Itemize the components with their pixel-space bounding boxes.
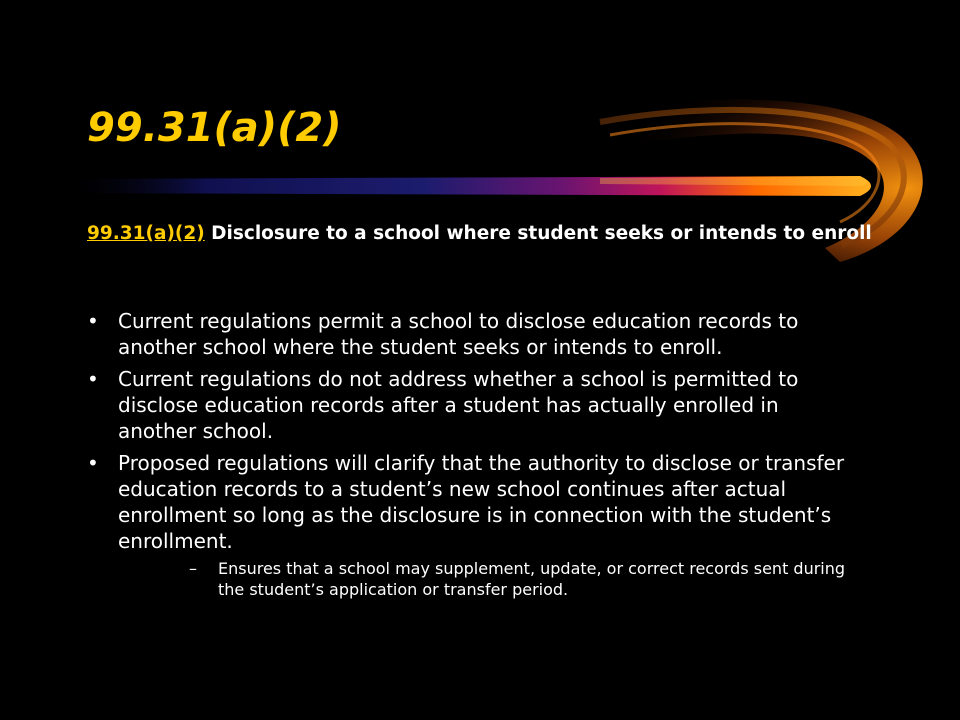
slide-title: 99.31(a)(2) — [87, 105, 342, 151]
section-subheading — [87, 222, 878, 246]
sub-bullet-text: Ensures that a school may supplement, update, or correct records sent during the student’s application or transfer period. — [218, 559, 846, 599]
bullet-text: Proposed regulations will clarify that the authority to disclose or transfer education records to a student’s new school continues after actual enrollment so long as the disclosure is in connection with the student’s enrollment. — [118, 451, 845, 553]
sub-bullet-marker: – — [189, 559, 197, 578]
bullet-marker: • — [87, 367, 99, 391]
regulation-reference-link[interactable]: 99.31(a)(2) — [87, 223, 205, 244]
bullet-text: Current regulations permit a school to disclose education records to another school where the student seeks or intends to enroll. — [118, 309, 799, 359]
sub-bullet-item — [189, 558, 857, 600]
bullet-item — [87, 308, 857, 360]
bullet-text: Current regulations do not address whether a school is permitted to disclose education records after a student has actually enrolled in another school. — [118, 367, 799, 443]
bullet-item — [87, 366, 857, 444]
bullet-list — [87, 308, 857, 606]
bullet-item — [87, 450, 857, 600]
subheading-text: Disclosure to a school where student seeks or intends to enroll — [211, 223, 872, 244]
bullet-marker: • — [87, 309, 99, 333]
bullet-marker: • — [87, 451, 99, 475]
